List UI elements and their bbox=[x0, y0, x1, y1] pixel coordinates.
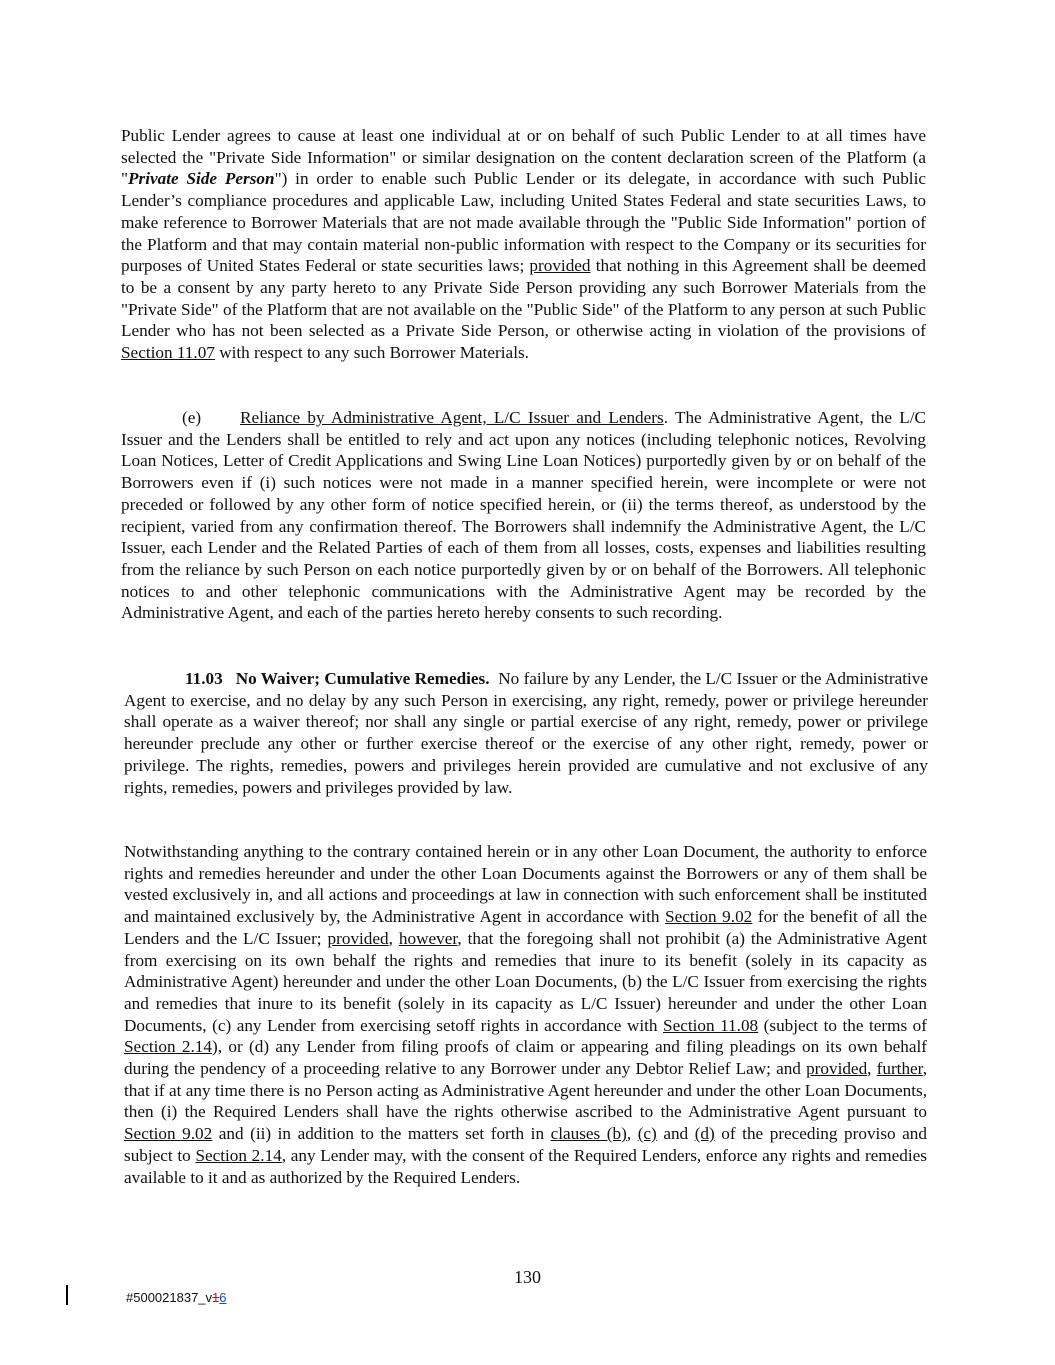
section-heading: No Waiver; Cumulative Remedies. bbox=[235, 669, 490, 688]
clause-marker: (e) bbox=[182, 408, 202, 427]
underlined-term: however bbox=[398, 928, 458, 948]
text-run: and bbox=[656, 1124, 695, 1144]
underlined-term: provided bbox=[529, 256, 591, 276]
underlined-term: further bbox=[876, 1059, 923, 1079]
text-run: of the preceding proviso and subject to bbox=[124, 1124, 927, 1165]
paragraph-notwithstanding bbox=[124, 841, 927, 1188]
text-run: , that if at any time there is no Person acting as Administrative Agent hereunder and under the other Loan Documents, then (i) the Required Lenders shall have the rights otherwise ascribed to the Administrative Agent pursuant to bbox=[124, 1059, 928, 1122]
paragraph-private-side-person bbox=[121, 125, 926, 364]
clause-reference: (d) bbox=[694, 1124, 715, 1144]
defined-term: Private Side Person bbox=[128, 169, 275, 189]
section-reference: Section 2.14 bbox=[124, 1037, 212, 1057]
clause-reference: clauses (b) bbox=[550, 1124, 627, 1144]
clause-heading: Reliance by Administrative Agent, L/C Issuer and Lenders bbox=[240, 408, 664, 427]
text-run: (subject to the terms of bbox=[758, 1015, 927, 1035]
document-id bbox=[126, 1287, 227, 1309]
text-run: , bbox=[388, 928, 399, 948]
deleted-version: 1 bbox=[212, 1290, 220, 1305]
text-run: , that the foregoing shall not prohibit (a) the Administrative Agent from exercising on its own behalf the rights and remedies that inure to its benefit (solely in its capacity as Administrative Agent) hereunder and under the other Loan Documents, (b) the L/C Issuer from exercising the rights and remedies that inure to its benefit (solely in its capacity as L/C Issuer) hereunder and under the other Loan Documents, (c) any Lender from exercising setoff rights in accordance with bbox=[124, 928, 928, 1035]
revision-change-bar bbox=[66, 1285, 68, 1305]
text-run: ") in order to enable such Public Lender or its delegate, in accordance with such Public Lender’s compliance procedures and applicable Law, including United States Federal and state securities Laws, to make reference to Borrower Materials that are not made available through the "Public Side Information" portion of the Platform and that may contain material non-public information with respect to the Company or its securities for purposes of United States Federal or state securities laws; bbox=[121, 169, 926, 276]
section-reference: Section 9.02 bbox=[665, 907, 753, 927]
section-reference: Section 11.07 bbox=[121, 343, 215, 363]
text-run: . The Administrative Agent, the L/C Issuer and the Lenders shall be entitled to rely and act upon any notices (including telephonic notices, Revolving Loan Notices, Letter of Credit Applications and Swing Line Loan Notices) purportedly given by or on behalf of the Borrowers even if (i) such notices were not made in a manner specified herein, were incomplete or were not preceded or followed by any other form of notice specified herein, or (ii) the terms thereof, as understood by the recipient, varied from any confirmation thereof. The Borrowers shall indemnify the Administrative Agent, the L/C Issuer, each Lender and the Related Parties of each of them from all losses, costs, expenses and liabilities resulting from the reliance by such Person on each notice purportedly given by or on behalf of the Borrowers. All telephonic notices to and other telephonic communications with the Administrative Agent may be recorded by the Administrative Agent, and each of the parties hereto hereby consents to such recording. bbox=[121, 408, 926, 623]
text-run: Notwithstanding anything to the contrary contained herein or in any other Loan Document, the authority to enforce rights and remedies hereunder and under the other Loan Documents against the Borrowers or any of them shall be vested exclusively in, and all actions and proceedings at law in connection with such enforcement shall be instituted and maintained exclusively by, the Administrative Agent in accordance with bbox=[124, 842, 927, 927]
text-run: with respect to any such Borrower Materials. bbox=[214, 343, 529, 363]
section-reference: Section 9.02 bbox=[124, 1124, 213, 1144]
section-reference: Section 11.08 bbox=[663, 1015, 759, 1035]
document-id-prefix: #500021837_v bbox=[126, 1290, 213, 1305]
page-number: 130 bbox=[514, 1267, 541, 1287]
text-run: , bbox=[867, 1059, 877, 1079]
underlined-term: provided bbox=[327, 928, 389, 948]
text-run: for the benefit of all the Lenders and the L/C Issuer; bbox=[124, 907, 927, 948]
text-run: , bbox=[626, 1124, 638, 1144]
underlined-term: provided bbox=[806, 1059, 868, 1079]
inserted-version: 6 bbox=[219, 1290, 227, 1305]
text-run: ), or (d) any Lender from filing proofs of claim or appearing and filing pleadings on its own behalf during the pendency of a proceeding relative to any Borrower under any Debtor Relief Law; and bbox=[124, 1037, 927, 1079]
clause-reference: (c) bbox=[637, 1124, 657, 1144]
text-run: , any Lender may, with the consent of the Required Lenders, enforce any rights and remedies available to it and as authorized by the Required Lenders. bbox=[124, 1145, 927, 1187]
section-reference: Section 2.14 bbox=[195, 1145, 282, 1165]
text-run: and (ii) in addition to the matters set forth in bbox=[212, 1124, 551, 1144]
section-number: 11.03 bbox=[185, 669, 223, 688]
text-run: Public Lender agrees to cause at least one individual at or on behalf of such Public Lender to at all times have selected the "Private Side Information" or similar designation on the content declaration screen of the Platform (a " bbox=[121, 126, 926, 189]
paragraph-no-waiver bbox=[124, 668, 928, 798]
text-run: that nothing in this Agreement shall be deemed to be a consent by any party hereto to any Private Side Person providing any such Borrower Materials from the "Private Side" of the Platform that are not available on the "Public Side" of the Platform to any person at such Public Lender who has not been selected as a Private Side Person, or otherwise acting in violation of the provisions of bbox=[121, 256, 926, 341]
text-run: No failure by any Lender, the L/C Issuer or the Administrative Agent to exercise, and no delay by any such Person in exercising, any right, remedy, power or privilege hereunder shall operate as a waiver thereof; nor shall any single or partial exercise of any right, remedy, power or privilege hereunder preclude any other or further exercise thereof or the exercise of any other right, remedy, power or privilege. The rights, remedies, powers and privileges herein provided are cumulative and not exclusive of any rights, remedies, powers and privileges provided by law. bbox=[124, 669, 929, 797]
paragraph-reliance bbox=[121, 407, 926, 624]
